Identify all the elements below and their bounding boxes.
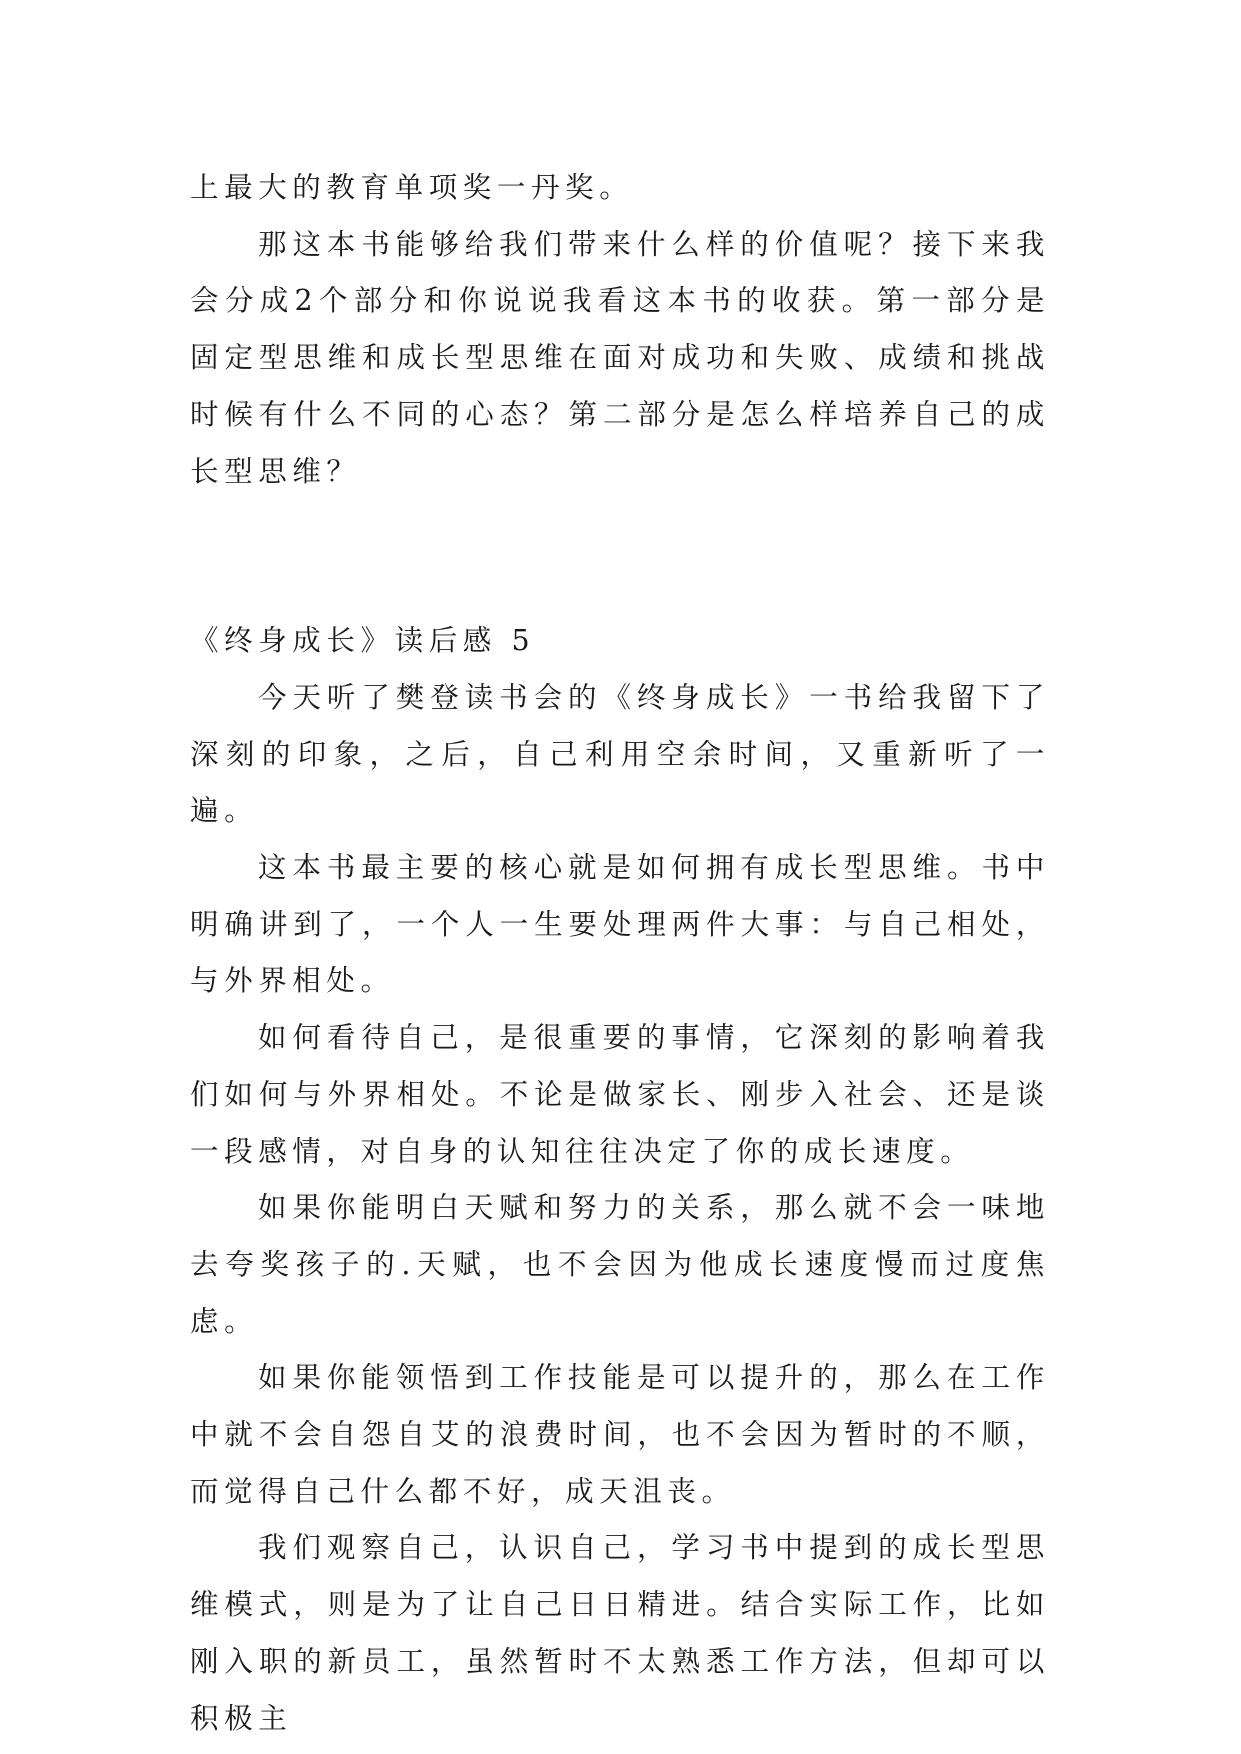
section-heading: 《终身成长》读后感 5 <box>190 624 536 658</box>
document-body <box>190 160 1050 1747</box>
paragraph-self-view: 如何看待自己，是很重要的事情，它深刻的影响着我们如何与外界相处。不论是做家长、刚步入社会、还是谈一段感情，对自身的认知往往决定了你的成长速度。 <box>190 1021 1050 1168</box>
paragraph-talent-effort: 如果你能明白天赋和努力的关系，那么就不会一味地去夸奖孩子的.天赋，也不会因为他成长速度慢而过度焦虑。 <box>190 1191 1050 1338</box>
paragraph-continuation: 上最大的教育单项奖一丹奖。 <box>190 171 634 204</box>
paragraph-self-observation: 我们观察自己，认识自己，学习书中提到的成长型思维模式，则是为了让自己日日精进。结合实际工作，比如刚入职的新员工，虽然暂时不太熟悉工作方法，但却可以积极主 <box>190 1531 1050 1735</box>
paragraph-work-skills: 如果你能领悟到工作技能是可以提升的，那么在工作中就不会自怨自艾的浪费时间，也不会因为暂时的不顺，而觉得自己什么都不好，成天沮丧。 <box>190 1361 1050 1508</box>
paragraph-intro: 今天听了樊登读书会的《终身成长》一书给我留下了深刻的印象，之后，自己利用空余时间，又重新听了一遍。 <box>190 680 1050 828</box>
paragraph-core-idea: 这本书最主要的核心就是如何拥有成长型思维。书中明确讲到了，一个人一生要处理两件大事：与自己相处，与外界相处。 <box>190 851 1050 998</box>
paragraph-value-question: 那这本书能够给我们带来什么样的价值呢？接下来我会分成2个部分和你说说我看这本书的收获。第一部分是固定型思维和成长型思维在面对成功和失败、成绩和挑战时候有什么不同的心态？第二部分是怎么样培养自己的成长型思维？ <box>190 227 1050 488</box>
